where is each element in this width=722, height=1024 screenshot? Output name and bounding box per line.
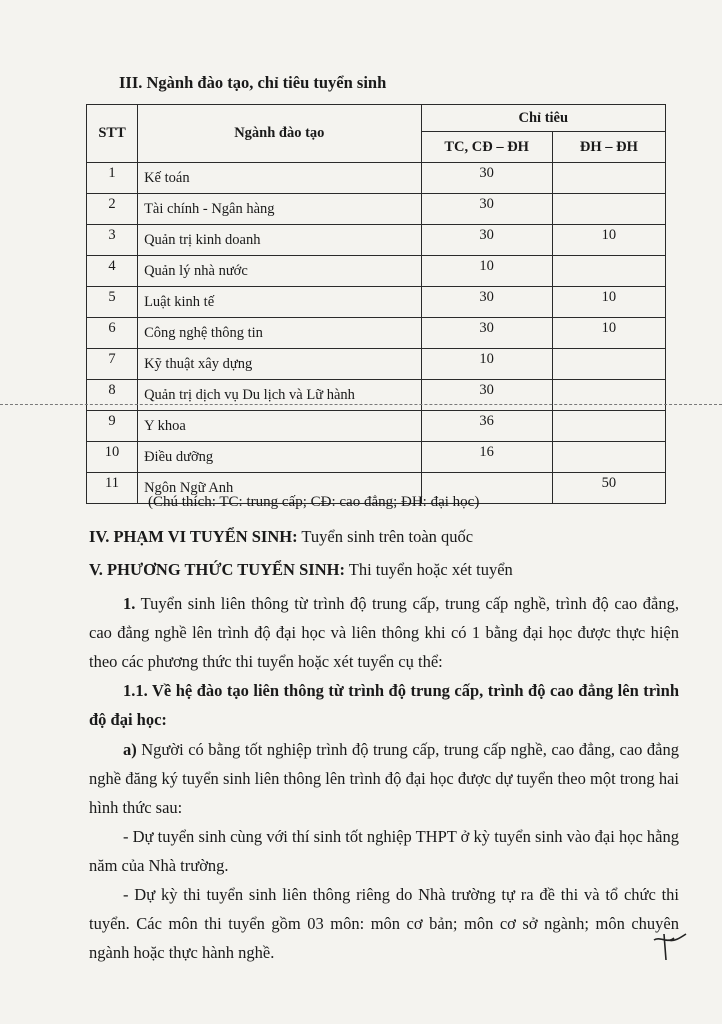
section-5-text: Thi tuyển hoặc xét tuyển xyxy=(344,560,513,579)
row-dh-quota xyxy=(552,163,665,194)
header-dh: ĐH – ĐH xyxy=(552,132,665,163)
row-tc-quota: 30 xyxy=(421,287,552,318)
row-stt: 9 xyxy=(87,411,138,442)
row-dh-quota xyxy=(552,380,665,411)
row-stt: 6 xyxy=(87,318,138,349)
section-4-text: Tuyển sinh trên toàn quốc xyxy=(297,527,474,546)
row-major: Kỹ thuật xây dựng xyxy=(138,349,421,380)
row-major: Công nghệ thông tin xyxy=(138,318,421,349)
row-tc-quota: 30 xyxy=(421,380,552,411)
row-major: Ngôn Ngữ Anh xyxy=(138,473,421,504)
row-stt: 2 xyxy=(87,194,138,225)
header-quota: Chỉ tiêu xyxy=(421,105,665,132)
row-dh-quota xyxy=(552,442,665,473)
table-row xyxy=(87,318,666,349)
scan-fold-line xyxy=(0,404,722,405)
row-tc-quota: 30 xyxy=(421,318,552,349)
table-header-row xyxy=(87,105,666,132)
row-major: Kế toán xyxy=(138,163,421,194)
row-dh-quota xyxy=(552,411,665,442)
paragraph-1 xyxy=(89,589,679,676)
section-4-label: IV. PHẠM VI TUYỂN SINH: xyxy=(89,527,298,546)
row-stt: 7 xyxy=(87,349,138,380)
table-row xyxy=(87,225,666,256)
table-row xyxy=(87,287,666,318)
paragraph-1-1: 1.1. Về hệ đào tạo liên thông từ trình độ trung cấp, trình độ cao đẳng lên trình độ đại học: xyxy=(89,681,679,729)
table-row xyxy=(87,380,666,411)
row-stt: 3 xyxy=(87,225,138,256)
row-dh-quota: 50 xyxy=(552,473,665,504)
row-dh-quota: 10 xyxy=(552,287,665,318)
paragraph-1-number: 1. xyxy=(123,594,136,613)
header-tc: TC, CĐ – ĐH xyxy=(421,132,552,163)
row-tc-quota: 30 xyxy=(421,163,552,194)
table-note: (Chú thích: TC: trung cấp; CĐ: cao đẳng; ĐH: đại học) xyxy=(148,494,480,510)
initial-mark xyxy=(650,930,690,966)
paragraph-a-text: Người có bằng tốt nghiệp trình độ trung cấp, trung cấp nghề, cao đẳng, cao đẳng nghề đăng ký tuyển sinh liên thông lên trình độ đại học được dự tuyển theo một trong hai hình thức sau: xyxy=(89,740,679,817)
row-stt: 11 xyxy=(87,473,138,504)
quota-table xyxy=(86,104,666,504)
row-major: Tài chính - Ngân hàng xyxy=(138,194,421,225)
row-major: Y khoa xyxy=(138,411,421,442)
paragraph-a xyxy=(89,735,679,822)
row-tc-quota: 30 xyxy=(421,194,552,225)
header-stt: STT xyxy=(87,105,138,163)
row-tc-quota: 36 xyxy=(421,411,552,442)
row-major: Quản trị dịch vụ Du lịch và Lữ hành xyxy=(138,380,421,411)
paragraph-a-label: a) xyxy=(123,740,137,759)
table-row xyxy=(87,256,666,287)
section-3-title: III. Ngành đào tạo, chỉ tiêu tuyển sinh xyxy=(119,73,387,92)
table-row xyxy=(87,194,666,225)
row-major: Quản lý nhà nước xyxy=(138,256,421,287)
row-stt: 8 xyxy=(87,380,138,411)
table-row xyxy=(87,442,666,473)
section-4 xyxy=(89,522,679,551)
row-dh-quota xyxy=(552,256,665,287)
row-stt: 1 xyxy=(87,163,138,194)
table-row xyxy=(87,349,666,380)
row-tc-quota: 10 xyxy=(421,256,552,287)
row-tc-quota: 30 xyxy=(421,225,552,256)
paragraph-1-text: Tuyển sinh liên thông từ trình độ trung cấp, trung cấp nghề, trình độ cao đẳng, cao đẳng nghề lên trình độ đại học và liên thông khi có 1 bằng đại học được thực hiện theo các phương thức thi tuyển hoặc xét tuyển cụ thể: xyxy=(89,594,679,671)
row-dh-quota: 10 xyxy=(552,225,665,256)
bullet-2: - Dự kỳ thi tuyển sinh liên thông riêng do Nhà trường tự ra đề thi và tổ chức thi tuyển. Các môn thi tuyển gồm 03 môn: môn cơ bản; môn cơ sở ngành; môn chuyên ngành hoặc thực hành nghề. xyxy=(89,885,679,962)
row-major: Luật kinh tế xyxy=(138,287,421,318)
row-dh-quota xyxy=(552,194,665,225)
row-stt: 4 xyxy=(87,256,138,287)
section-5 xyxy=(89,555,679,584)
row-tc-quota: 10 xyxy=(421,349,552,380)
bullet-1: - Dự tuyển sinh cùng với thí sinh tốt nghiệp THPT ở kỳ tuyển sinh vào đại học hằng năm của Nhà trường. xyxy=(89,827,679,875)
section-5-label: V. PHƯƠNG THỨC TUYỂN SINH: xyxy=(89,560,345,579)
row-major: Quản trị kinh doanh xyxy=(138,225,421,256)
row-tc-quota: 16 xyxy=(421,442,552,473)
row-dh-quota: 10 xyxy=(552,318,665,349)
row-stt: 5 xyxy=(87,287,138,318)
row-dh-quota xyxy=(552,349,665,380)
table-row xyxy=(87,411,666,442)
row-stt: 10 xyxy=(87,442,138,473)
table-row xyxy=(87,163,666,194)
header-major: Ngành đào tạo xyxy=(138,105,421,163)
row-major: Điều dưỡng xyxy=(138,442,421,473)
